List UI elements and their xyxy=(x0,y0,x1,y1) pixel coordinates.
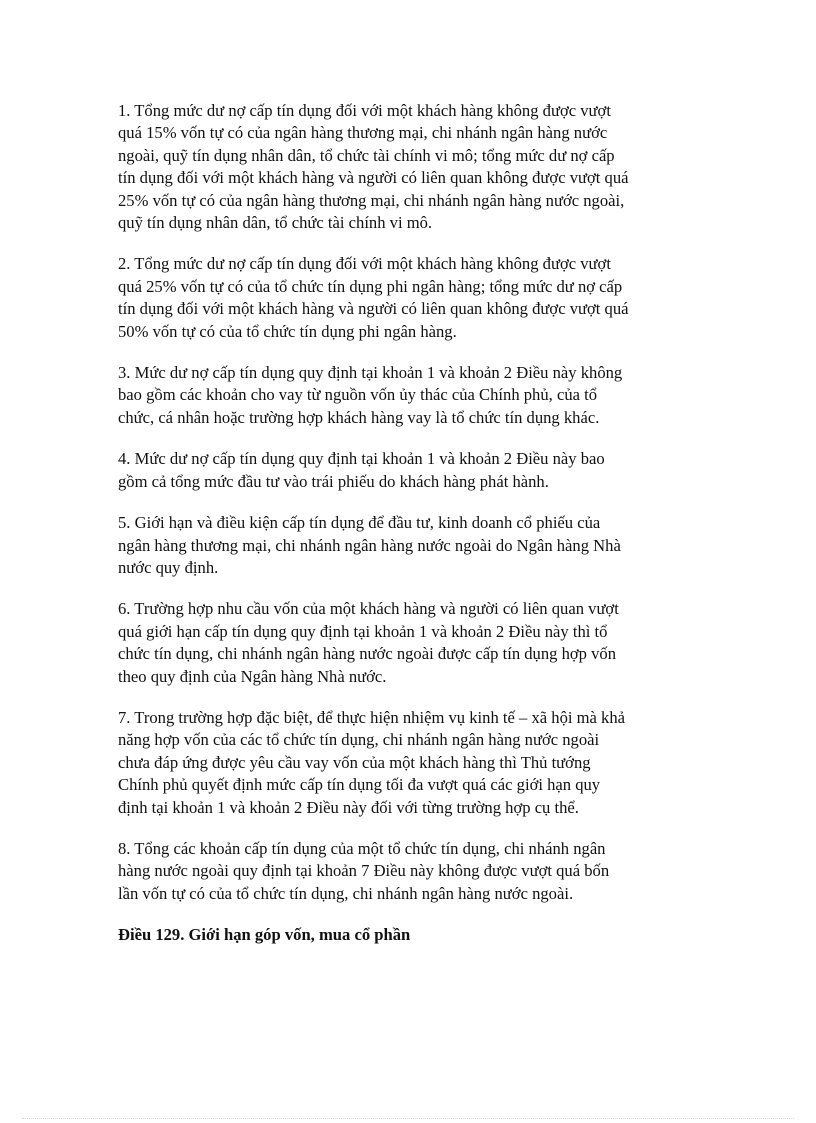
text-line: tín dụng đối với một khách hàng và người có liên quan không được vượt quá xyxy=(118,168,629,188)
paragraph-5 xyxy=(118,512,698,579)
page-bottom-divider xyxy=(22,1118,794,1119)
text-line: Chính phủ quyết định mức cấp tín dụng tối đa vượt quá các giới hạn quy xyxy=(118,775,601,795)
paragraph-7 xyxy=(118,707,698,819)
paragraph-1 xyxy=(118,100,698,234)
text-line: nước quy định. xyxy=(118,557,219,577)
text-line: 1. Tổng mức dư nợ cấp tín dụng đối với một khách hàng không được vượt xyxy=(118,101,611,120)
paragraph-8 xyxy=(118,838,698,905)
paragraph-4 xyxy=(118,448,698,493)
paragraph-3 xyxy=(118,362,698,429)
text-line: 8. Tổng các khoản cấp tín dụng của một tổ chức tín dụng, chi nhánh ngân xyxy=(118,838,606,858)
text-line: định tại khoản 1 và khoản 2 Điều này đối với từng trường hợp cụ thể. xyxy=(118,797,579,817)
text-line: 7. Trong trường hợp đặc biệt, để thực hiện nhiệm vụ kinh tế – xã hội mà khả xyxy=(118,707,626,727)
text-line: tín dụng đối với một khách hàng và người có liên quan không được vượt quá xyxy=(118,299,629,319)
text-line: chưa đáp ứng được yêu cầu vay vốn của một khách hàng thì Thủ tướng xyxy=(118,752,591,772)
text-line: chức, cá nhân hoặc trường hợp khách hàng vay là tổ chức tín dụng khác. xyxy=(118,407,600,427)
text-line: năng hợp vốn của các tổ chức tín dụng, chi nhánh ngân hàng nước ngoài xyxy=(118,730,600,750)
text-line: 6. Trường hợp nhu cầu vốn của một khách hàng và người có liên quan vượt xyxy=(118,599,619,619)
text-line: gồm cả tổng mức đầu tư vào trái phiếu do khách hàng phát hành. xyxy=(118,471,549,491)
text-line: hàng nước ngoài quy định tại khoản 7 Điều này không được vượt quá bốn xyxy=(118,861,610,881)
text-line: bao gồm các khoản cho vay từ nguồn vốn ủy thác của Chính phủ, của tổ xyxy=(118,385,598,405)
text-line: 4. Mức dư nợ cấp tín dụng quy định tại khoản 1 và khoản 2 Điều này bao xyxy=(118,449,605,469)
text-line: quá 25% vốn tự có của tổ chức tín dụng phi ngân hàng; tổng mức dư nợ cấp xyxy=(118,276,623,296)
text-line: chức tín dụng, chi nhánh ngân hàng nước ngoài được cấp tín dụng hợp vốn xyxy=(118,644,617,664)
text-line: lần vốn tự có của tổ chức tín dụng, chi nhánh ngân hàng nước ngoài. xyxy=(118,883,574,903)
text-line: theo quy định của Ngân hàng Nhà nước. xyxy=(118,666,387,686)
text-line: ngoài, quỹ tín dụng nhân dân, tổ chức tài chính vi mô; tổng mức dư nợ cấp xyxy=(118,145,615,165)
document-body xyxy=(118,100,698,947)
text-line: quá giới hạn cấp tín dụng quy định tại khoản 1 và khoản 2 Điều này thì tổ xyxy=(118,621,608,641)
text-line: 50% vốn tự có của tổ chức tín dụng phi ngân hàng. xyxy=(118,321,457,341)
text-line: 25% vốn tự có của ngân hàng thương mại, chi nhánh ngân hàng nước ngoài, xyxy=(118,190,625,210)
text-line: 2. Tổng mức dư nợ cấp tín dụng đối với một khách hàng không được vượt xyxy=(118,254,611,274)
text-line: ngân hàng thương mại, chi nhánh ngân hàng nước ngoài do Ngân hàng Nhà xyxy=(118,535,621,555)
paragraph-6 xyxy=(118,598,698,688)
text-line: quỹ tín dụng nhân dân, tổ chức tài chính vi mô. xyxy=(118,213,433,233)
paragraph-2 xyxy=(118,253,698,343)
article-heading: Điều 129. Giới hạn góp vốn, mua cổ phần xyxy=(118,925,411,945)
text-line: 3. Mức dư nợ cấp tín dụng quy định tại khoản 1 và khoản 2 Điều này không xyxy=(118,363,623,383)
text-line: 5. Giới hạn và điều kiện cấp tín dụng để đầu tư, kinh doanh cổ phiếu của xyxy=(118,513,601,533)
text-line: quá 15% vốn tự có của ngân hàng thương mại, chi nhánh ngân hàng nước xyxy=(118,123,608,143)
